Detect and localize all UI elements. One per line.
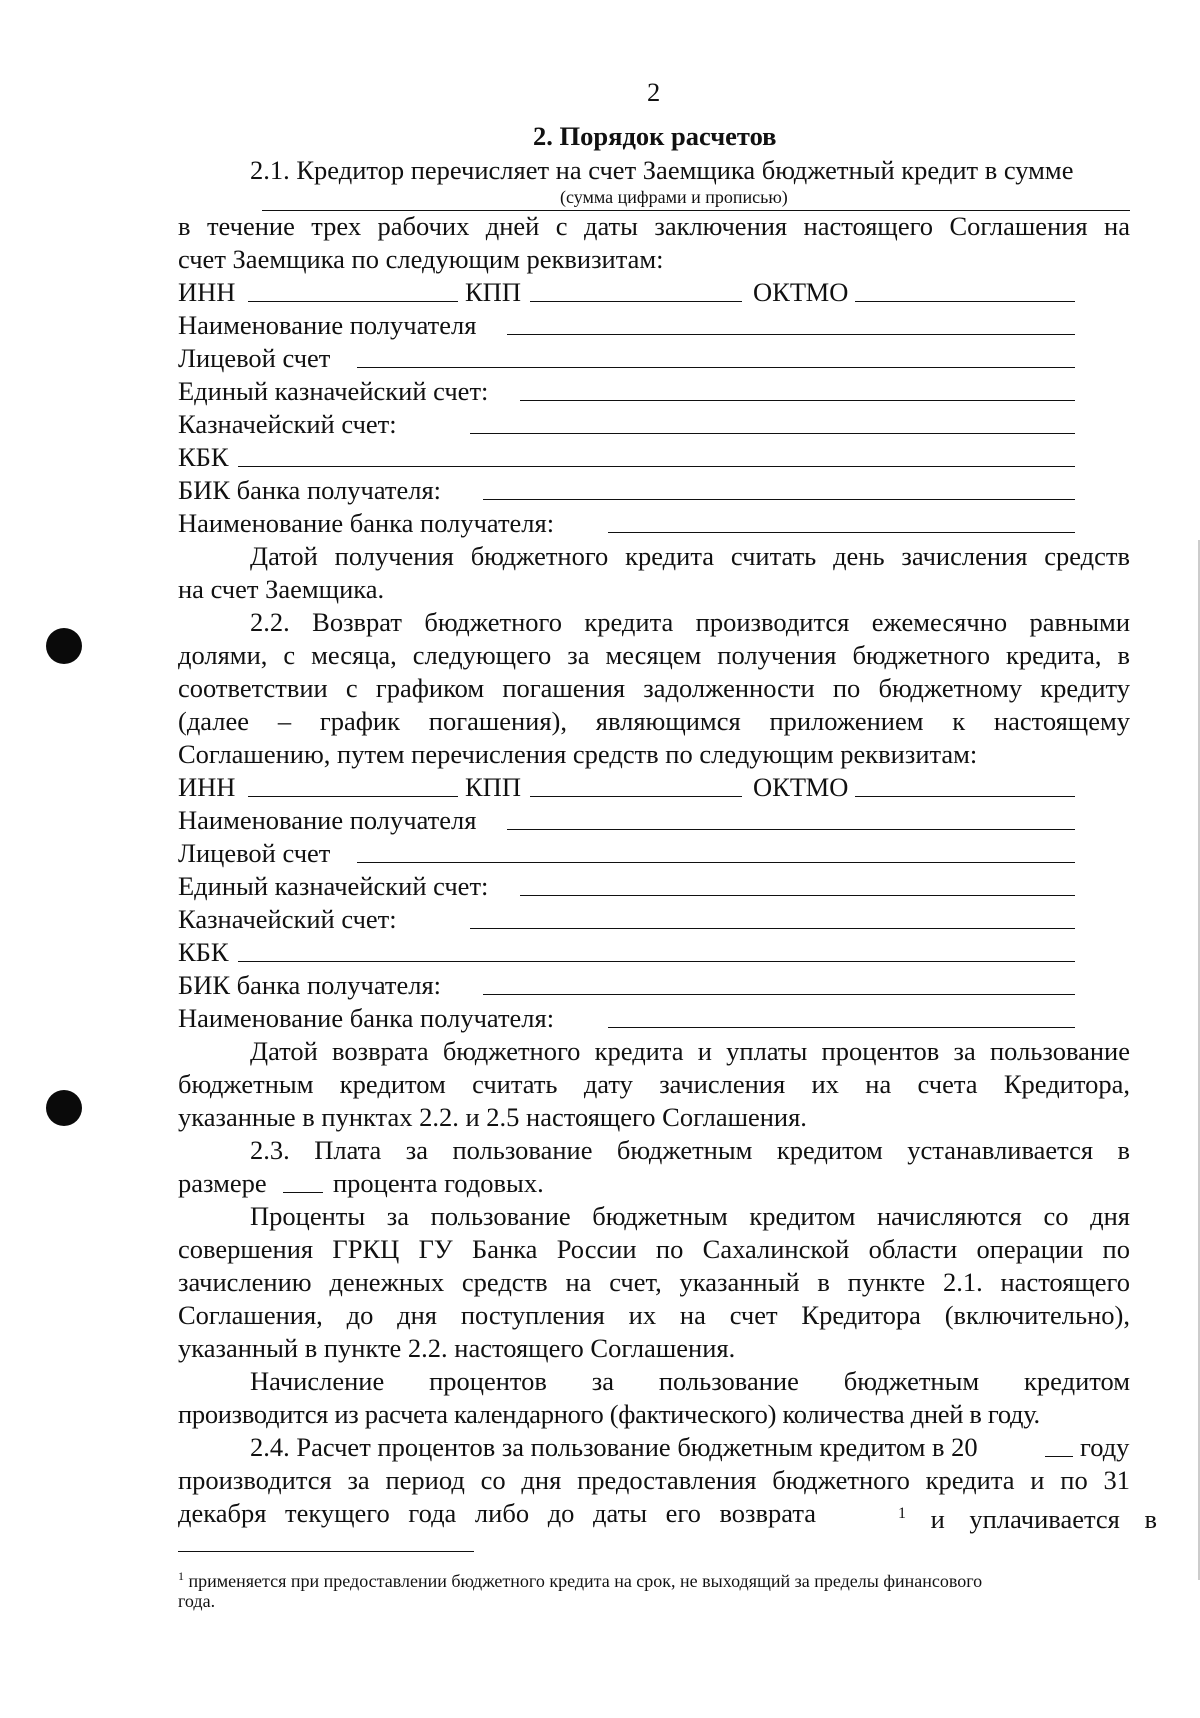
p21-line2: в течение трех рабочих дней с даты заключения настоящего Соглашения на <box>178 211 1130 241</box>
p23-accrual-line1: Начисление процентов за пользование бюджетным кредитом <box>250 1366 1130 1396</box>
bank-label-2: Наименование банка получателя: <box>178 1003 555 1033</box>
bank-field-2 <box>608 1027 1075 1028</box>
p24-line3-text-a: декабря текущего года либо до даты его возврата <box>178 1498 817 1528</box>
treasury-single-field-1 <box>520 400 1075 401</box>
p24-line3-text-b-wrap <box>898 1497 1157 1536</box>
inn-field-1 <box>248 301 458 302</box>
bik-label-2: БИК банка получателя: <box>178 970 442 1000</box>
p22-line4: (далее – график погашения), являющимся приложением к настоящему <box>178 706 1130 736</box>
p21-line1: 2.1. Кредитор перечисляет на счет Заемщика бюджетный кредит в сумме <box>250 155 1074 185</box>
treasury-label-2: Казначейский счет: <box>178 904 397 934</box>
account-label-1: Лицевой счет <box>178 343 331 373</box>
treasury-field-2 <box>470 928 1075 929</box>
recipient-label-2: Наименование получателя <box>178 805 477 835</box>
p23-interest-line2: совершения ГРКЦ ГУ Банка России по Сахалинской области операции по <box>178 1234 1130 1264</box>
p24-line1-suffix: году <box>1080 1432 1130 1462</box>
p22-line3: соответствии с графиком погашения задолженности по бюджетному кредиту <box>178 673 1130 703</box>
year-field <box>1045 1456 1073 1457</box>
bik-label-1: БИК банка получателя: <box>178 475 442 505</box>
account-label-2: Лицевой счет <box>178 838 331 868</box>
rate-field <box>283 1192 323 1193</box>
p23-interest-line5: указанный в пункте 2.2. настоящего Соглашения. <box>178 1333 736 1363</box>
recipient-field-1 <box>507 334 1075 335</box>
p23-line1: 2.3. Плата за пользование бюджетным кредитом устанавливается в <box>250 1135 1130 1165</box>
p21-line3: счет Заемщика по следующим реквизитам: <box>178 244 664 274</box>
bik-field-2 <box>483 994 1075 995</box>
p24-line3 <box>178 1497 1157 1534</box>
treasury-single-label-1: Единый казначейский счет: <box>178 376 489 406</box>
treasury-label-1: Казначейский счет: <box>178 409 397 439</box>
section-title: 2. Порядок расчетов <box>533 121 777 151</box>
kpp-field-2 <box>530 796 742 797</box>
inn-field-2 <box>248 796 458 797</box>
page-number: 2 <box>647 77 661 107</box>
footnote-line2: года. <box>178 1591 216 1611</box>
p23-accrual-line2: производится из расчета календарного (фактического) количества дней в году. <box>178 1399 1040 1429</box>
p24-line1-prefix: 2.4. Расчет процентов за пользование бюджетным кредитом в 20 <box>250 1432 978 1462</box>
kpp-label-1: КПП <box>465 277 521 307</box>
bank-field-1 <box>608 532 1075 533</box>
recipient-label-1: Наименование получателя <box>178 310 477 340</box>
punch-hole-bottom <box>46 1090 82 1126</box>
account-field-2 <box>357 862 1075 863</box>
footnote-separator <box>178 1551 474 1552</box>
bik-field-1 <box>483 499 1075 500</box>
inn-label-1: ИНН <box>178 277 236 307</box>
treasury-single-field-2 <box>520 895 1075 896</box>
p21-date-line2: на счет Заемщика. <box>178 574 385 604</box>
kpp-label-2: КПП <box>465 772 521 802</box>
p23-interest-line4: Соглашения, до дня поступления их на счет Кредитора (включительно), <box>178 1300 1130 1330</box>
p23-interest-line1: Проценты за пользование бюджетным кредитом начисляются со дня <box>250 1201 1130 1231</box>
kbk-field-1 <box>238 466 1075 467</box>
kbk-label-2: КБК <box>178 937 229 967</box>
p23-interest-line3: зачислению денежных средств на счет, указанный в пункте 2.1. настоящего <box>178 1267 1130 1297</box>
p24-line2: производится за период со дня предоставления бюджетного кредита и по 31 <box>178 1465 1130 1495</box>
oktmo-field-2 <box>855 796 1075 797</box>
p22-line5: Соглашению, путем перечисления средств по следующим реквизитам: <box>178 739 978 769</box>
p23-line2-prefix: размере <box>178 1168 267 1198</box>
footnote-text-1: применяется при предоставлении бюджетного кредита на срок, не выходящий за пределы финансового <box>188 1571 983 1591</box>
account-field-1 <box>357 367 1075 368</box>
p22-date-line2: бюджетным кредитом считать дату зачисления их на счета Кредитора, <box>178 1069 1130 1099</box>
amount-hint: (сумма цифрами и прописью) <box>560 187 788 207</box>
footnote-ref: 1 <box>898 1505 906 1522</box>
p23-line2-suffix: процента годовых. <box>333 1168 544 1198</box>
footnote-marker: 1 <box>178 1569 184 1583</box>
punch-hole-top <box>46 628 82 664</box>
bank-label-1: Наименование банка получателя: <box>178 508 555 538</box>
p22-line1: 2.2. Возврат бюджетного кредита производится ежемесячно равными <box>250 607 1130 637</box>
p24-line3-text-b: и уплачивается в <box>906 1503 1157 1534</box>
footnote-line1 <box>178 1565 982 1592</box>
recipient-field-2 <box>507 829 1075 830</box>
oktmo-label-2: ОКТМО <box>753 772 849 802</box>
kbk-label-1: КБК <box>178 442 229 472</box>
inn-label-2: ИНН <box>178 772 236 802</box>
oktmo-label-1: ОКТМО <box>753 277 849 307</box>
oktmo-field-1 <box>855 301 1075 302</box>
kbk-field-2 <box>238 961 1075 962</box>
treasury-single-label-2: Единый казначейский счет: <box>178 871 489 901</box>
p22-line2: долями, с месяца, следующего за месяцем получения бюджетного кредита, в <box>178 640 1130 670</box>
p21-date-line1: Датой получения бюджетного кредита считать день зачисления средств <box>250 541 1130 571</box>
kpp-field-1 <box>530 301 742 302</box>
treasury-field-1 <box>470 433 1075 434</box>
p22-date-line1: Датой возврата бюджетного кредита и уплаты процентов за пользование <box>250 1036 1130 1066</box>
p22-date-line3: указанные в пунктах 2.2. и 2.5 настоящего Соглашения. <box>178 1102 807 1132</box>
